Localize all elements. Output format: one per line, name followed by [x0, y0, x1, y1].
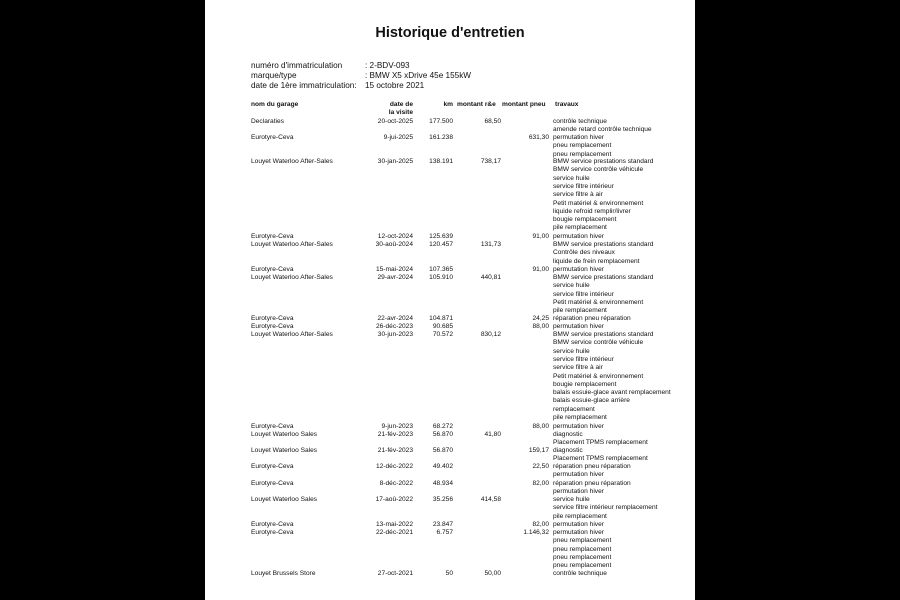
header-travaux: travaux: [555, 101, 579, 108]
document-title: Historique d'entretien: [375, 25, 525, 41]
mileage: 56.870: [432, 447, 453, 454]
garage-name: Eurotyre-Ceva: [251, 423, 294, 430]
work-item: pneu remplacement: [553, 150, 612, 158]
visit-date: 12-oct-2024: [377, 233, 413, 240]
visit-date: 30-aoû-2024: [375, 241, 413, 248]
mileage: 90.685: [432, 323, 453, 330]
work-item: pile remplacement: [553, 224, 607, 232]
work-item: BMW service contrôle véhicule: [553, 339, 644, 347]
garage-name: Declaraties: [251, 118, 284, 125]
work-item: permutation hiver: [553, 529, 604, 536]
visit-date: 29-avr-2024: [377, 274, 413, 281]
work-item: service filtre intérieur: [553, 355, 614, 363]
garage-name: Louyet Waterloo After-Sales: [251, 241, 333, 248]
garage-name: Louyet Waterloo After-Sales: [251, 331, 333, 338]
work-item: réparation pneu réparation: [553, 315, 631, 322]
garage-name: Louyet Waterloo Sales: [251, 496, 318, 503]
visit-date: 21-fév-2023: [377, 447, 413, 454]
visit-date: 26-déc-2023: [375, 323, 413, 330]
work-item: permutation hiver: [553, 423, 604, 430]
visit-date: 17-aoû-2022: [375, 496, 413, 503]
mileage: 120.457: [429, 241, 453, 248]
garage-name: Louyet Brussels Store: [251, 570, 316, 577]
work-item: service filtre à air: [553, 191, 603, 199]
visit-date: 22-avr-2024: [377, 315, 413, 322]
visit-date: 9-jui-2025: [383, 134, 413, 141]
work-item: amende retard contrôle technique: [553, 126, 652, 134]
work-item: permutation hiver: [553, 521, 604, 528]
amount-rae: 414,58: [480, 496, 501, 503]
garage-name: Eurotyre-Ceva: [251, 134, 294, 141]
make-model-value: : BMW X5 xDrive 45e 155kW: [365, 71, 472, 80]
mileage: 23.847: [432, 521, 453, 528]
work-item: pile remplacement: [553, 414, 607, 421]
amount-tyre: 159,17: [528, 447, 549, 454]
amount-tyre: 91,00: [532, 233, 549, 240]
work-item: Petit matériel & environnement: [553, 372, 644, 380]
visit-date: 21-fév-2023: [377, 431, 413, 438]
visit-date: 30-jan-2025: [377, 158, 413, 165]
mileage: 138.191: [429, 158, 453, 165]
garage-name: Louyet Waterloo After-Sales: [251, 158, 333, 165]
header-date-line2: la visite: [388, 108, 413, 116]
work-item: service huile: [553, 347, 590, 355]
garage-name: Louyet Waterloo Sales: [251, 447, 318, 454]
header-km: km: [443, 101, 453, 108]
visit-date: 13-mai-2022: [375, 521, 413, 528]
work-item: permutation hiver: [553, 488, 604, 496]
garage-name: Eurotyre-Ceva: [251, 323, 294, 330]
amount-tyre: 24,25: [532, 315, 549, 322]
amount-rae: 131,73: [480, 241, 501, 248]
make-model-label: marque/type: [251, 71, 297, 80]
garage-name: Louyet Waterloo After-Sales: [251, 274, 333, 281]
mileage: 125.639: [429, 233, 453, 240]
work-item: pneu remplacement: [553, 142, 612, 150]
work-item: bougie remplacement: [553, 216, 617, 224]
garage-name: Eurotyre-Ceva: [251, 480, 294, 487]
visit-date: 20-oct-2025: [377, 118, 413, 125]
visit-date: 9-jun-2023: [381, 423, 413, 430]
mileage: 105.910: [429, 274, 453, 281]
header-montant-rae: montant r&e: [457, 101, 496, 108]
amount-tyre: 1.146,32: [523, 529, 549, 536]
garage-name: Eurotyre-Ceva: [251, 233, 294, 240]
amount-tyre: 22,50: [532, 463, 549, 470]
work-item: BMW service prestations standard: [553, 158, 654, 165]
first-registration-label: date de 1ère immatriculation:: [251, 81, 357, 90]
work-item: balais essuie-glace arrière: [553, 397, 630, 405]
amount-rae: 41,80: [484, 431, 501, 438]
visit-date: 27-oct-2021: [377, 570, 413, 577]
mileage: 6.757: [436, 529, 453, 536]
garage-name: Eurotyre-Ceva: [251, 315, 294, 322]
garage-name: Eurotyre-Ceva: [251, 529, 294, 536]
header-date-line1: date de: [389, 101, 413, 108]
work-item: pile remplacement: [553, 307, 607, 315]
work-item: contrôle technique: [553, 570, 607, 577]
amount-tyre: 82,00: [532, 480, 549, 487]
garage-name: Eurotyre-Ceva: [251, 521, 294, 528]
work-item: BMW service prestations standard: [553, 241, 654, 248]
work-item: diagnostic: [553, 431, 583, 438]
work-item: permutation hiver: [553, 233, 604, 240]
amount-rae: 440,81: [480, 274, 501, 281]
work-item: Placement TPMS remplacement: [553, 455, 648, 463]
mileage: 177.500: [429, 118, 453, 125]
amount-rae: 830,12: [480, 331, 501, 338]
work-item: réparation pneu réparation: [553, 480, 631, 487]
work-item: contrôle technique: [553, 118, 607, 125]
garage-name: Louyet Waterloo Sales: [251, 431, 318, 438]
header-garage: nom du garage: [251, 101, 299, 108]
work-item: bougie remplacement: [553, 380, 617, 388]
mileage: 56.870: [432, 431, 453, 438]
registration-value: : 2-BDV-093: [365, 61, 410, 70]
work-item: réparation pneu réparation: [553, 463, 631, 470]
registration-label: numéro d'immatriculation: [251, 61, 343, 70]
work-item: Petit matériel & environnement: [553, 199, 644, 207]
amount-tyre: 631,30: [528, 134, 549, 141]
work-item: BMW service contrôle véhicule: [553, 166, 644, 174]
work-item: pneu remplacement: [553, 562, 612, 570]
work-item: Petit matériel & environnement: [553, 298, 644, 306]
work-item: balais essuie-glace avant remplacement: [553, 389, 671, 397]
work-item: BMW service prestations standard: [553, 331, 654, 338]
work-item: Placement TPMS remplacement: [553, 439, 648, 447]
header-date: [355, 101, 413, 116]
header-montant-pneu: montant pneu: [502, 101, 546, 108]
garage-name: Eurotyre-Ceva: [251, 266, 294, 273]
document-page: [205, 0, 695, 600]
work-item: BMW service prestations standard: [553, 274, 654, 281]
work-item: liquide de frein remplacement: [553, 257, 640, 265]
work-item: pile remplacement: [553, 512, 607, 520]
amount-tyre: 88,00: [532, 323, 549, 330]
amount-rae: 68,50: [484, 118, 501, 125]
work-item: pneu remplacement: [553, 537, 612, 545]
mileage: 35.256: [432, 496, 453, 503]
amount-rae: 738,17: [480, 158, 501, 165]
work-item: pneu remplacement: [553, 553, 612, 561]
mileage: 49.402: [432, 463, 453, 470]
mileage: 48.934: [432, 480, 453, 487]
amount-tyre: 82,00: [532, 521, 549, 528]
work-item: service huile: [553, 174, 590, 182]
work-item: permutation hiver: [553, 471, 604, 479]
mileage: 70.572: [432, 331, 453, 338]
work-item: service huile: [553, 496, 590, 503]
mileage: 107.365: [429, 266, 453, 273]
work-item: service filtre à air: [553, 364, 603, 372]
work-item: permutation hiver: [553, 134, 604, 141]
visit-date: 30-jun-2023: [377, 331, 413, 338]
work-item: Contrôle des niveaux: [553, 249, 615, 257]
mileage: 50: [445, 570, 453, 577]
work-item: service filtre intérieur remplacement: [553, 504, 658, 512]
visit-date: 8-déc-2022: [379, 480, 413, 487]
amount-tyre: 88,00: [532, 423, 549, 430]
visit-date: 22-déc-2021: [375, 529, 413, 536]
visit-date: 12-déc-2022: [375, 463, 413, 470]
work-item: liquide refroid remplir/livrer: [553, 207, 631, 215]
first-registration-value: 15 octobre 2021: [365, 81, 425, 90]
work-item: service filtre intérieur: [553, 182, 614, 190]
visit-date: 15-mai-2024: [375, 266, 413, 273]
amount-tyre: 91,00: [532, 266, 549, 273]
work-item: service filtre intérieur: [553, 290, 614, 298]
work-item: diagnostic: [553, 447, 583, 454]
garage-name: Eurotyre-Ceva: [251, 463, 294, 470]
work-item: permutation hiver: [553, 266, 604, 273]
work-item: service huile: [553, 282, 590, 290]
mileage: 104.871: [429, 315, 453, 322]
work-item: permutation hiver: [553, 323, 604, 330]
mileage: 68.272: [432, 423, 453, 430]
work-item: remplacement: [553, 405, 595, 413]
work-item: pneu remplacement: [553, 545, 612, 553]
mileage: 161.238: [429, 134, 453, 141]
amount-rae: 50,00: [484, 570, 501, 577]
